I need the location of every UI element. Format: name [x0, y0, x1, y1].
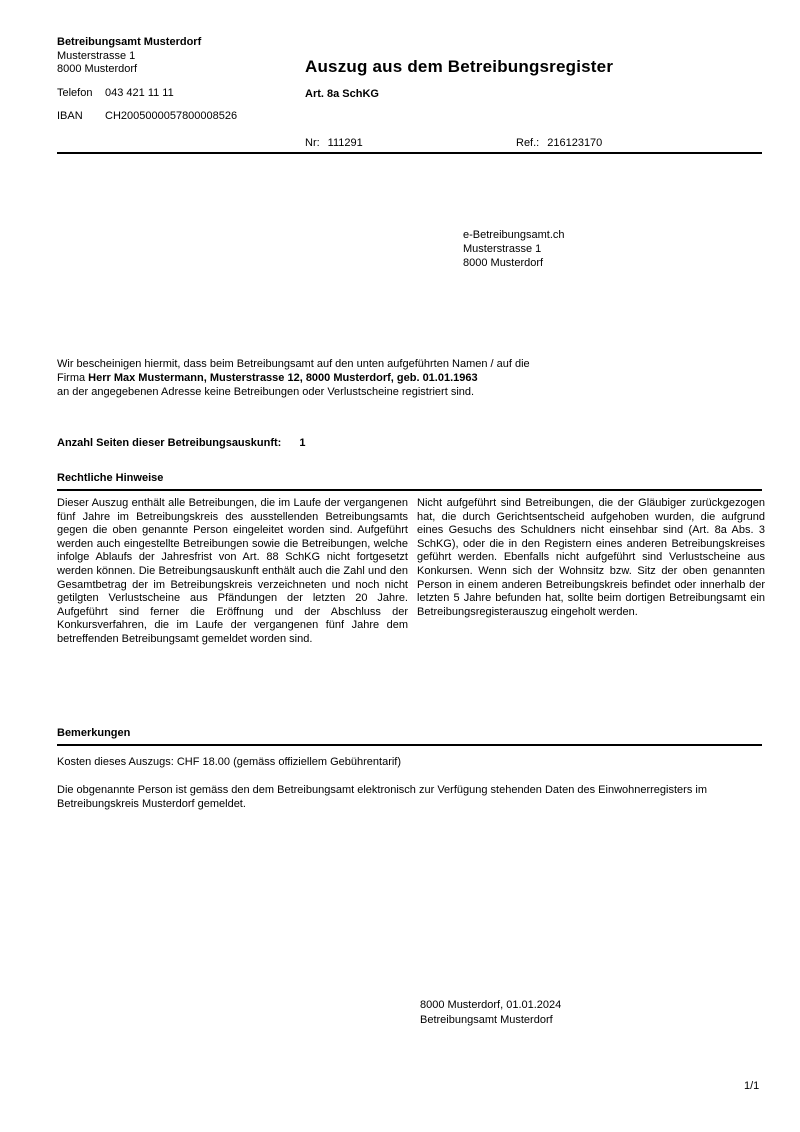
document-subtitle: Art. 8a SchKG [305, 88, 379, 100]
recipient-name: e-Betreibungsamt.ch [463, 229, 565, 241]
page-count-label: Anzahl Seiten dieser Betreibungsauskunft: [57, 437, 282, 449]
remarks-divider [57, 744, 762, 746]
debtor-name-bold: Herr Max Mustermann, Musterstrasse 12, 8000 Musterdorf, geb. 01.01.1963 [88, 372, 478, 384]
page-count-line [57, 437, 305, 449]
certification-line2-prefix: Firma [57, 372, 89, 384]
legal-heading: Rechtliche Hinweise [57, 472, 164, 484]
document-title: Auszug aus dem Betreibungsregister [305, 57, 614, 76]
sender-iban-row [57, 110, 237, 124]
residence-note: Die obgenannte Person ist gemäss den dem Betreibungsamt elektronisch zur Verfügung stehenden Daten des Einwohnerregisters im Betreibungskreis Musterdorf gemeldet. [57, 784, 707, 810]
certification-paragraph [57, 357, 697, 399]
nr-label: Nr: [305, 137, 320, 149]
meta-ref [516, 137, 602, 149]
signature-block [420, 998, 561, 1028]
recipient-street: Musterstrasse 1 [463, 243, 542, 255]
sender-street: Musterstrasse 1 [57, 49, 136, 62]
title-block [305, 57, 613, 100]
ref-value: 216123170 [547, 137, 603, 149]
recipient-block [463, 228, 565, 270]
legal-column-left: Dieser Auszug enthält alle Betreibungen, die im Laufe der vergangenen fünf Jahre im Betreibungskreis des ausstellenden Betreibungsamts gegen die oben genannte Person eingeleitet worden sind. Aufgeführt werden auch eingestellte Betreibungen sowie die Betreibungen, welche infolge Ablaufs der Jahresfrist von Art. 88 SchKG nicht fortgesetzt werden können. Die Betreibungsauskunft enthält auch die Zahl und den Gesamtbetrag der im Betreibungskreis verzeichneten und noch nicht getilgten Verlustscheine aus Pfändungen der letzten 20 Jahre. Aufgeführt sind ferner die Eröffnung und der Abschluss der Konkursverfahren, die im Laufe der vergangenen fünf Jahre dem betreffenden Betreibungsamt gemeldet worden sind. [57, 497, 408, 645]
sender-phone-row [57, 87, 237, 101]
sender-name: Betreibungsamt Musterdorf [57, 36, 202, 48]
sender-city: 8000 Musterdorf [57, 63, 138, 75]
cost-line: Kosten dieses Auszugs: CHF 18.00 (gemäss offiziellem Gebührentarif) [57, 756, 402, 768]
meta-nr [305, 137, 363, 149]
page-number: 1/1 [744, 1080, 760, 1092]
nr-value: 111291 [327, 137, 363, 149]
signature-office: Betreibungsamt Musterdorf [420, 1014, 553, 1026]
phone-label: Telefon [57, 86, 93, 99]
page-count-value: 1 [299, 437, 306, 449]
certification-line2 [57, 371, 697, 385]
certification-line3: an der angegebenen Adresse keine Betreibungen oder Verlustscheine registriert sind. [57, 386, 475, 398]
phone-value: 043 421 11 11 [105, 86, 174, 99]
ref-label: Ref.: [516, 137, 540, 149]
legal-column-right: Nicht aufgeführt sind Betreibungen, die der Gläubiger zurückgezogen hat, die durch Gerichtsentscheid aufgehoben wurden, die aufgrund eines Gesuchs des Schuldners nicht einsehbar sind (Art. 8a Abs. 3 SchKG), oder die in den Registern eines anderen Betreibungskreises geführt werden. Ebenfalls nicht aufgeführt sind Verlustscheine aus Konkursen. Wenn sich der Wohnsitz bzw. Sitz der oben genannten Person in einem anderen Betreibungskreis befindet oder innerhalb der letzten 5 Jahre befunden hat, sollte beim dortigen Betreibungsamt ein Betreibungsregisterauszug eingeholt werden. [417, 497, 765, 618]
remarks-heading: Bemerkungen [57, 727, 131, 739]
iban-label: IBAN [57, 110, 83, 122]
legal-divider [57, 489, 762, 491]
recipient-city: 8000 Musterdorf [463, 257, 544, 269]
header-divider [57, 152, 762, 154]
certification-line1: Wir bescheinigen hiermit, dass beim Betreibungsamt auf den unten aufgeführten Namen / auf die [57, 358, 530, 370]
sender-block [57, 36, 237, 124]
iban-value: CH2005000057800008526 [105, 110, 238, 122]
signature-place-date: 8000 Musterdorf, 01.01.2024 [420, 999, 562, 1011]
